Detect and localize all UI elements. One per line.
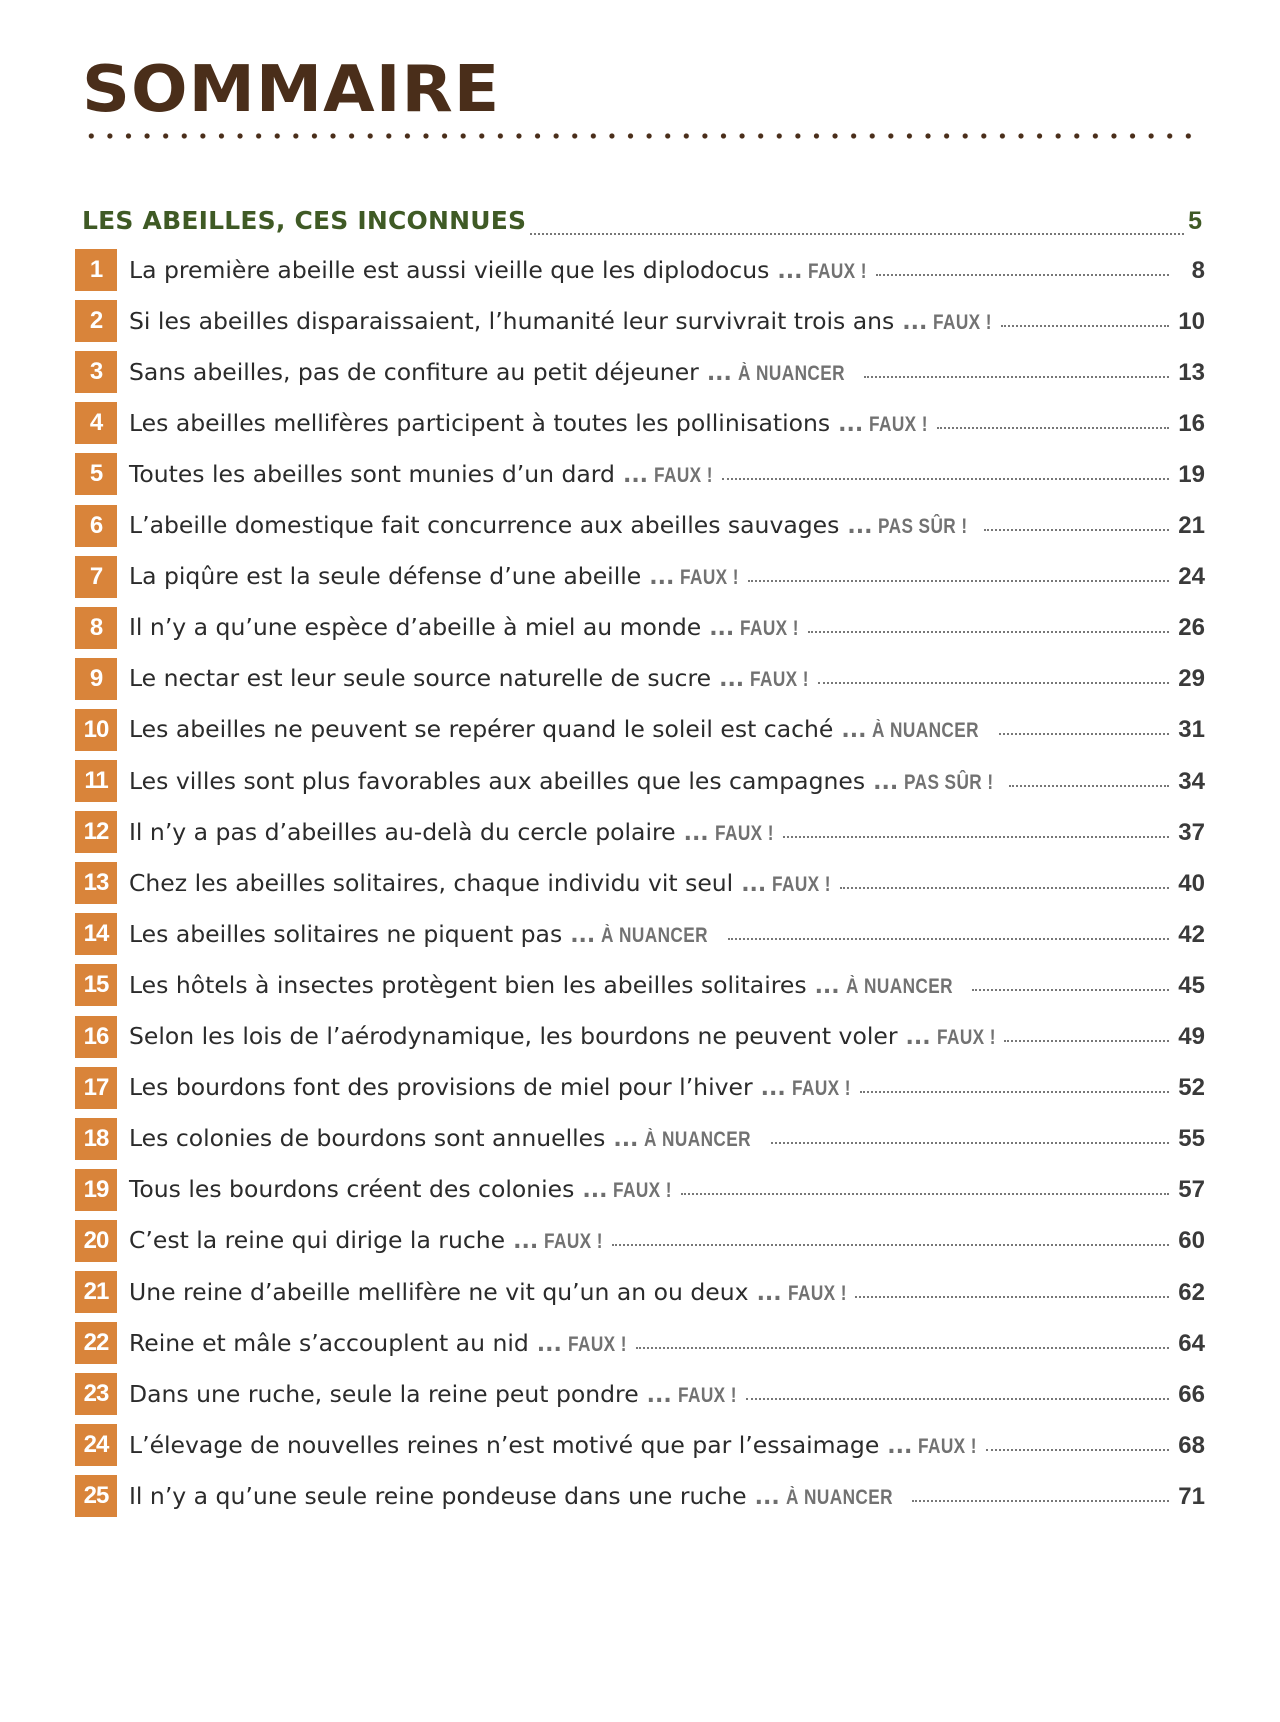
entry-number-badge: 20 xyxy=(75,1220,117,1262)
entry-title: Une reine d’abeille mellifère ne vit qu’un an ou deux xyxy=(129,1277,749,1306)
entry-number-badge: 16 xyxy=(75,1016,117,1058)
dot-leader xyxy=(748,580,1169,582)
entry-page-number: 64 xyxy=(1178,1329,1205,1357)
entry-ellipsis: ... xyxy=(814,973,840,999)
entry-body xyxy=(129,1022,1205,1051)
toc-entry[interactable] xyxy=(75,351,1205,393)
entry-body xyxy=(129,869,1205,898)
toc-entry[interactable] xyxy=(75,811,1205,853)
entry-number-badge: 14 xyxy=(75,913,117,955)
entry-title: Selon les lois de l’aérodynamique, les bourdons ne peuvent voler xyxy=(129,1022,898,1050)
entry-number-badge: 6 xyxy=(75,505,117,547)
toc-entry[interactable] xyxy=(75,1424,1205,1466)
entry-page-number: 13 xyxy=(1178,358,1205,386)
entry-title: Les abeilles mellifères participent à toutes les pollinisations xyxy=(129,408,831,437)
entry-title: L’abeille domestique fait concurrence aux abeilles sauvages xyxy=(129,511,840,539)
entry-verdict: FAUX ! xyxy=(936,1026,996,1049)
entry-body xyxy=(129,1380,1205,1409)
toc-entry[interactable] xyxy=(75,1118,1205,1160)
toc-entry[interactable] xyxy=(75,862,1205,904)
dot-leader xyxy=(530,232,1184,235)
dot-leader xyxy=(937,427,1169,429)
entry-title: Les abeilles ne peuvent se repérer quand le soleil est caché xyxy=(129,715,834,744)
entry-verdict: À NUANCER xyxy=(737,361,845,385)
toc-entry[interactable] xyxy=(75,658,1205,700)
entry-page-number: 40 xyxy=(1178,869,1205,897)
entry-body xyxy=(129,1329,1205,1358)
entry-body xyxy=(129,715,1205,744)
entry-ellipsis: ... xyxy=(760,1076,786,1102)
entry-ellipsis: ... xyxy=(741,871,767,897)
entry-title: Il n’y a pas d’abeilles au-delà du cercle polaire xyxy=(129,817,676,846)
dot-leader xyxy=(681,1193,1169,1195)
entry-ellipsis: ... xyxy=(873,769,899,795)
entry-page-number: 26 xyxy=(1178,614,1205,642)
entry-verdict: FAUX ! xyxy=(567,1332,627,1356)
entry-ellipsis: ... xyxy=(613,1127,639,1153)
entry-body xyxy=(129,1124,1205,1153)
section-page-number: 5 xyxy=(1188,207,1202,235)
entry-title: La piqûre est la seule défense d’une abeille xyxy=(129,562,642,591)
dot-leader xyxy=(984,529,1169,531)
entry-verdict: À NUANCER xyxy=(644,1128,752,1152)
entry-body xyxy=(129,1431,1205,1460)
entry-verdict: À NUANCER xyxy=(601,923,709,947)
toc-entry[interactable] xyxy=(75,505,1205,547)
entry-body xyxy=(129,460,1205,489)
entry-number-badge: 3 xyxy=(75,351,117,393)
entry-body xyxy=(129,511,1205,540)
entry-ellipsis: ... xyxy=(754,1484,780,1510)
entry-number-badge: 24 xyxy=(75,1424,117,1466)
entry-verdict: FAUX ! xyxy=(869,412,929,436)
entry-ellipsis: ... xyxy=(756,1280,782,1306)
entry-verdict: FAUX ! xyxy=(791,1077,851,1101)
entry-number-badge: 15 xyxy=(75,964,117,1006)
entry-verdict: FAUX ! xyxy=(933,310,993,334)
toc-entry[interactable] xyxy=(75,1322,1205,1364)
entry-verdict: FAUX ! xyxy=(544,1230,604,1254)
dot-leader xyxy=(912,1500,1169,1502)
dot-leader xyxy=(864,376,1169,378)
title-dotted-rule xyxy=(82,128,1202,144)
entry-page-number: 21 xyxy=(1178,512,1205,539)
entry-ellipsis: ... xyxy=(847,514,873,539)
dot-leader xyxy=(808,631,1169,633)
entry-page-number: 62 xyxy=(1178,1278,1205,1306)
toc-entry[interactable] xyxy=(75,913,1205,955)
entry-verdict: FAUX ! xyxy=(740,617,800,641)
entry-verdict: FAUX ! xyxy=(918,1434,978,1458)
entry-body xyxy=(129,613,1205,642)
toc-entry[interactable] xyxy=(75,760,1205,802)
entry-title: La première abeille est aussi vieille que les diplodocus xyxy=(129,255,770,284)
entry-verdict: À NUANCER xyxy=(785,1485,893,1509)
entry-ellipsis: ... xyxy=(649,565,675,591)
section-title: LES ABEILLES, CES INCONNUES xyxy=(82,206,527,235)
entry-page-number: 68 xyxy=(1178,1431,1205,1459)
entry-number-badge: 1 xyxy=(75,249,117,291)
entry-number-badge: 12 xyxy=(75,811,117,853)
entry-title: L’élevage de nouvelles reines n’est motivé que par l’essaimage xyxy=(129,1430,880,1459)
toc-entry[interactable] xyxy=(75,300,1205,342)
dot-leader xyxy=(1004,1040,1169,1042)
entry-title: Il n’y a qu’une seule reine pondeuse dans une ruche xyxy=(129,1481,747,1510)
dot-leader xyxy=(876,274,1169,276)
entry-title: Sans abeilles, pas de confiture au petit déjeuner xyxy=(129,357,699,386)
entry-page-number: 19 xyxy=(1178,460,1205,488)
toc-entry[interactable] xyxy=(75,1475,1205,1517)
entry-number-badge: 19 xyxy=(75,1169,117,1211)
entry-page-number: 37 xyxy=(1178,818,1205,846)
entry-number-badge: 5 xyxy=(75,453,117,495)
entry-number-badge: 18 xyxy=(75,1118,117,1160)
entry-title: Le nectar est leur seule source naturelle de sucre xyxy=(129,664,712,693)
entry-body xyxy=(129,1482,1205,1511)
toc-entry[interactable] xyxy=(75,402,1205,444)
entry-body xyxy=(129,256,1205,285)
entry-page-number: 31 xyxy=(1178,716,1205,744)
entry-title: Dans une ruche, seule la reine peut pondre xyxy=(129,1379,639,1408)
entry-page-number: 29 xyxy=(1178,665,1205,693)
entry-ellipsis: ... xyxy=(683,820,709,846)
dot-leader xyxy=(746,1398,1169,1400)
entry-title: Toutes les abeilles sont munies d’un dard xyxy=(129,459,615,488)
entry-verdict: À NUANCER xyxy=(845,974,953,998)
toc-entry[interactable] xyxy=(75,1271,1205,1313)
entry-body xyxy=(129,358,1205,387)
entry-ellipsis: ... xyxy=(706,360,732,386)
entry-verdict: FAUX ! xyxy=(750,668,810,692)
entry-body xyxy=(129,920,1205,949)
dot-leader xyxy=(818,682,1169,684)
entry-page-number: 34 xyxy=(1178,767,1205,795)
entry-body xyxy=(129,409,1205,438)
entry-number-badge: 8 xyxy=(75,607,117,649)
entry-number-badge: 7 xyxy=(75,556,117,598)
entry-page-number: 42 xyxy=(1178,920,1205,948)
entry-title: Les villes sont plus favorables aux abeilles que les campagnes xyxy=(129,766,866,795)
section-heading-row[interactable] xyxy=(82,206,1202,242)
toc-entry[interactable] xyxy=(75,556,1205,598)
entry-ellipsis: ... xyxy=(905,1025,931,1050)
entry-body xyxy=(129,971,1205,1000)
entry-number-badge: 17 xyxy=(75,1067,117,1109)
entry-ellipsis: ... xyxy=(513,1229,539,1255)
entry-ellipsis: ... xyxy=(902,309,928,335)
entry-ellipsis: ... xyxy=(622,462,649,488)
entry-title: Les colonies de bourdons sont annuelles xyxy=(129,1124,606,1153)
entry-number-badge: 22 xyxy=(75,1322,117,1364)
dot-leader xyxy=(722,478,1169,480)
entry-number-badge: 11 xyxy=(75,760,117,802)
entry-ellipsis: ... xyxy=(646,1382,672,1408)
dot-leader xyxy=(612,1244,1169,1246)
entry-title: Tous les bourdons créent des colonies xyxy=(129,1175,575,1204)
entry-page-number: 66 xyxy=(1178,1380,1205,1408)
entry-number-badge: 13 xyxy=(75,862,117,904)
dot-leader xyxy=(783,836,1169,838)
entry-page-number: 49 xyxy=(1178,1023,1205,1050)
toc-entry[interactable] xyxy=(75,249,1205,291)
entry-ellipsis: ... xyxy=(841,718,867,744)
entry-verdict: FAUX ! xyxy=(677,1383,737,1407)
entry-body xyxy=(129,818,1205,847)
toc-entry[interactable] xyxy=(75,1067,1205,1109)
toc-entry[interactable] xyxy=(75,1373,1205,1415)
toc-entry[interactable] xyxy=(75,1169,1205,1211)
toc-entry[interactable] xyxy=(75,1016,1205,1058)
entry-verdict: FAUX ! xyxy=(613,1179,673,1203)
entry-number-badge: 23 xyxy=(75,1373,117,1415)
dot-leader xyxy=(771,1142,1169,1144)
toc-entry[interactable] xyxy=(75,964,1205,1006)
entry-ellipsis: ... xyxy=(582,1178,608,1204)
entry-verdict: FAUX ! xyxy=(787,1281,847,1305)
entry-title: Les hôtels à insectes protègent bien les abeilles solitaires xyxy=(129,970,807,999)
entry-number-badge: 2 xyxy=(75,300,117,342)
toc-entry[interactable] xyxy=(75,709,1205,751)
dot-leader xyxy=(999,733,1169,735)
entry-verdict: FAUX ! xyxy=(808,259,868,283)
entry-verdict: FAUX ! xyxy=(654,463,713,487)
page-title: SOMMAIRE xyxy=(82,53,501,127)
entry-ellipsis: ... xyxy=(709,616,735,642)
entry-title: C’est la reine qui dirige la ruche xyxy=(129,1226,506,1255)
entry-page-number: 55 xyxy=(1178,1125,1205,1153)
entry-title: Reine et mâle s’accouplent au nid xyxy=(129,1328,529,1357)
entry-number-badge: 25 xyxy=(75,1475,117,1517)
dot-leader xyxy=(1001,325,1169,327)
entry-page-number: 57 xyxy=(1178,1176,1205,1204)
entry-page-number: 52 xyxy=(1178,1074,1205,1102)
entry-ellipsis: ... xyxy=(838,411,864,437)
dot-leader xyxy=(636,1347,1169,1349)
entry-verdict: FAUX ! xyxy=(714,821,774,845)
dot-leader xyxy=(986,1449,1169,1451)
entry-page-number: 71 xyxy=(1178,1482,1205,1510)
dot-leader xyxy=(855,1296,1169,1298)
entry-page-number: 24 xyxy=(1178,563,1205,591)
entry-page-number: 8 xyxy=(1191,256,1205,284)
entry-body xyxy=(129,1226,1205,1255)
dot-leader xyxy=(972,989,1169,991)
entry-body xyxy=(129,1278,1205,1307)
entry-ellipsis: ... xyxy=(536,1331,562,1357)
entry-page-number: 45 xyxy=(1178,971,1205,999)
entry-title: Les bourdons font des provisions de miel pour l’hiver xyxy=(129,1073,753,1102)
entry-title: Les abeilles solitaires ne piquent pas xyxy=(129,919,563,948)
entry-number-badge: 21 xyxy=(75,1271,117,1313)
entry-page-number: 10 xyxy=(1178,307,1205,335)
entry-page-number: 16 xyxy=(1178,409,1205,437)
entry-ellipsis: ... xyxy=(719,667,745,693)
entry-title: Il n’y a qu’une espèce d’abeille à miel au monde xyxy=(129,613,702,642)
entry-title: Si les abeilles disparaissaient, l’humanité leur survivrait trois ans xyxy=(129,306,895,335)
entry-ellipsis: ... xyxy=(777,258,803,284)
entry-number-badge: 9 xyxy=(75,658,117,700)
entry-body xyxy=(129,307,1205,336)
dot-leader xyxy=(1009,785,1169,787)
entry-page-number: 60 xyxy=(1178,1227,1205,1255)
entry-verdict: FAUX ! xyxy=(772,872,832,896)
dot-leader xyxy=(728,938,1169,940)
dot-leader xyxy=(840,887,1169,889)
entry-ellipsis: ... xyxy=(570,922,596,948)
toc-entry[interactable] xyxy=(75,453,1205,495)
entry-body xyxy=(129,1073,1205,1102)
entry-ellipsis: ... xyxy=(887,1433,913,1459)
entry-verdict: PAS SÛR ! xyxy=(904,770,994,794)
toc-entry[interactable] xyxy=(75,607,1205,649)
entry-verdict: PAS SÛR ! xyxy=(878,515,968,538)
entry-title: Chez les abeilles solitaires, chaque individu vit seul xyxy=(129,868,734,897)
entry-number-badge: 10 xyxy=(75,709,117,751)
entry-number-badge: 4 xyxy=(75,402,117,444)
toc-entry[interactable] xyxy=(75,1220,1205,1262)
entry-verdict: À NUANCER xyxy=(872,719,980,743)
entry-body xyxy=(129,1175,1205,1204)
dot-leader xyxy=(860,1091,1169,1093)
entry-verdict: FAUX ! xyxy=(680,566,740,590)
entry-body xyxy=(129,767,1205,796)
entry-body xyxy=(129,664,1205,693)
entry-body xyxy=(129,562,1205,591)
